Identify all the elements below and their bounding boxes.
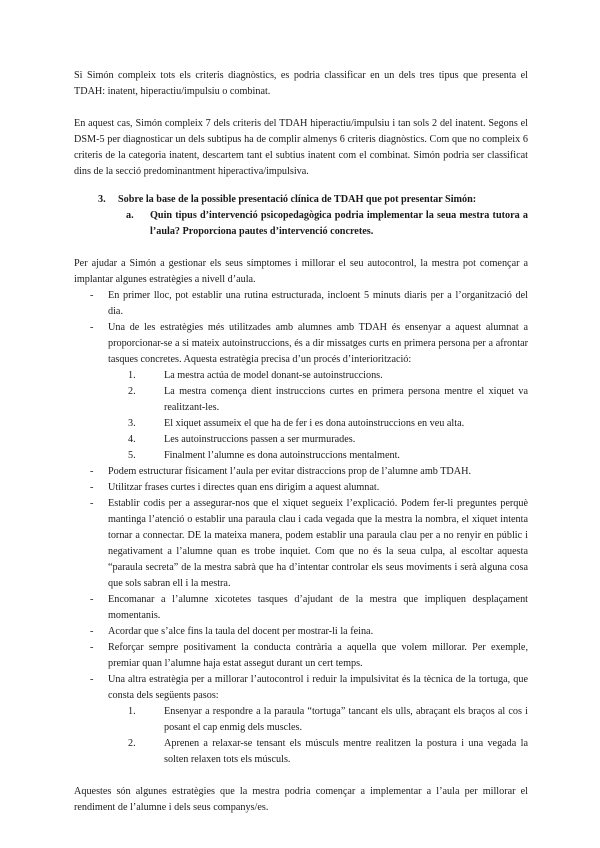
turtle-technique-list <box>108 704 528 768</box>
list-item: - Podem estructurar físicament l’aula per evitar distraccions prop de l’alumne amb TDAH. <box>74 464 528 480</box>
paragraph-diagnosis: En aquest cas, Simón compleix 7 dels criteris del TDAH hiperactiu/impulsiu i tan sols 2 del inatent. Segons el DSM-5 per diagnosticar un dels subtipus ha de complir almenys 6 criteris diagnòstics. Com que no compleix 6 criteris de la categoria inatent, descartem tant el subtius inatent com el combinat. Simón podria ser classificat dins de la secció predominantment hiperactiva/impulsiva. <box>74 118 528 177</box>
list-item: - Reforçar sempre positivament la conducta contrària a aquella que volem millorar. Per exemple, premiar quan l’alumne haja estat assegut durant un cert temps. <box>74 640 528 672</box>
section-title: Sobre la base de la possible presentació clínica de TDAH que pot presentar Simón: <box>118 194 477 205</box>
list-item: - Utilitzar frases curtes i directes quan ens dirigim a aquest alumnat. <box>74 480 528 496</box>
paragraph-intro: Per ajudar a Simón a gestionar els seus símptomes i millorar el seu autocontrol, la mestra pot començar a implantar algunes estratègies a nivell d’aula. <box>74 258 528 285</box>
autoinstructions-list <box>108 368 528 464</box>
subsection-label: a. <box>126 210 134 221</box>
list-item: 3. El xiquet assumeix el que ha de fer i es dona autoinstruccions en veu alta. <box>128 418 465 429</box>
list-item: 2. Aprenen a relaxar-se tensant els músculs mentre realitzen la postura i una vegada la solten relaxen tots els músculs. <box>128 738 528 765</box>
list-item: 1. La mestra actúa de model donant-se autoinstruccions. <box>128 370 383 381</box>
section-heading <box>98 192 528 208</box>
paragraph-subtypes: Si Simón compleix tots els criteris diagnòstics, es podria classificar en un dels tres tipus que presenta el TDAH: inatent, hiperactiu/impulsiu o combinat. <box>74 70 528 97</box>
strategies-list <box>74 288 528 768</box>
list-item: 4. Les autoinstruccions passen a ser murmurades. <box>128 434 356 445</box>
list-item: - En primer lloc, pot establir una rutina estructurada, incloent 5 minuts diaris per a l’organització del dia. <box>74 288 528 320</box>
list-item: 2. La mestra comença dient instruccions curtes en primera persona mentre el xiquet va realitzant-les. <box>128 386 528 413</box>
list-item: - Establir codis per a assegurar-nos que el xiquet segueix l’explicació. Podem fer-li preguntes perquè mantinga l’atenció o establir una paraula clau i cada vegada que la mestra la nombra, el xiquet intenta tornar a connectar. DE la mateixa manera, podem establir una paraula clau per a no renyir en públic i negativament a l’alumne quan es trobe inquiet. Com que no és la seua culpa, al escoltar aquesta “paraula secreta” de la mestra sabrà que ha d’intentar controlar els seus moviments i serà alguna cosa que sols sabran ell i la mestra. <box>74 496 528 592</box>
paragraph-closing: Aquestes són algunes estratègies que la mestra podria començar a implementar a l’aula per millorar el rendiment de l’alumne i dels seus companys/es. <box>74 786 528 813</box>
list-item: - Una de les estratègies més utilitzades amb alumnes amb TDAH és ensenyar a aquest alumnat a proporcionar-se a si mateix autoinstruccions, és a dir missatges curts en primera persona per a afrontar tasques concretes. Aquesta estratègia precisa d’un procés d’interiorització: 1. La mestra actúa de model donant-se autoinstruccions. 2. La mestra comença dient instruccions curtes en primera persona mentre el xiquet va realitzant-les. 3. El xiquet assumeix el que ha de fer i es dona autoinstruccions en veu alta. 4. Les autoinstruccions passen a ser murmurades. 5. Finalment l’alumne es dona autoinstruccions mentalment. <box>74 320 528 464</box>
subsection-title: Quin tipus d’intervenció psicopedagògica podria implementar la seua mestra tutora a l’aula? Proporciona pautes d’intervenció concretes. <box>150 210 528 237</box>
list-item: 5. Finalment l’alumne es dona autoinstruccions mentalment. <box>128 450 400 461</box>
list-item: - Acordar que s’alce fins la taula del docent per mostrar-li la feina. <box>74 624 528 640</box>
section-number: 3. <box>98 194 106 205</box>
list-item: - Una altra estratègia per a millorar l’autocontrol i reduir la impulsivitat és la tècnica de la tortuga, que consta dels següents pasos: 1. Ensenyar a respondre a la paraula “tortuga” tancant els ulls, abraçant els braços al cos i posant el cap enmig dels muscles. 2. Aprenen a relaxar-se tensant els músculs mentre realitzen la postura i una vegada la solten relaxen tots els músculs. <box>74 672 528 768</box>
subsection-heading <box>126 208 528 240</box>
list-item: - Encomanar a l’alumne xicotetes tasques d’ajudant de la mestra que impliquen desplaçament momentanis. <box>74 592 528 624</box>
list-item: 1. Ensenyar a respondre a la paraula “tortuga” tancant els ulls, abraçant els braços al cos i posant el cap enmig dels muscles. <box>128 706 528 733</box>
